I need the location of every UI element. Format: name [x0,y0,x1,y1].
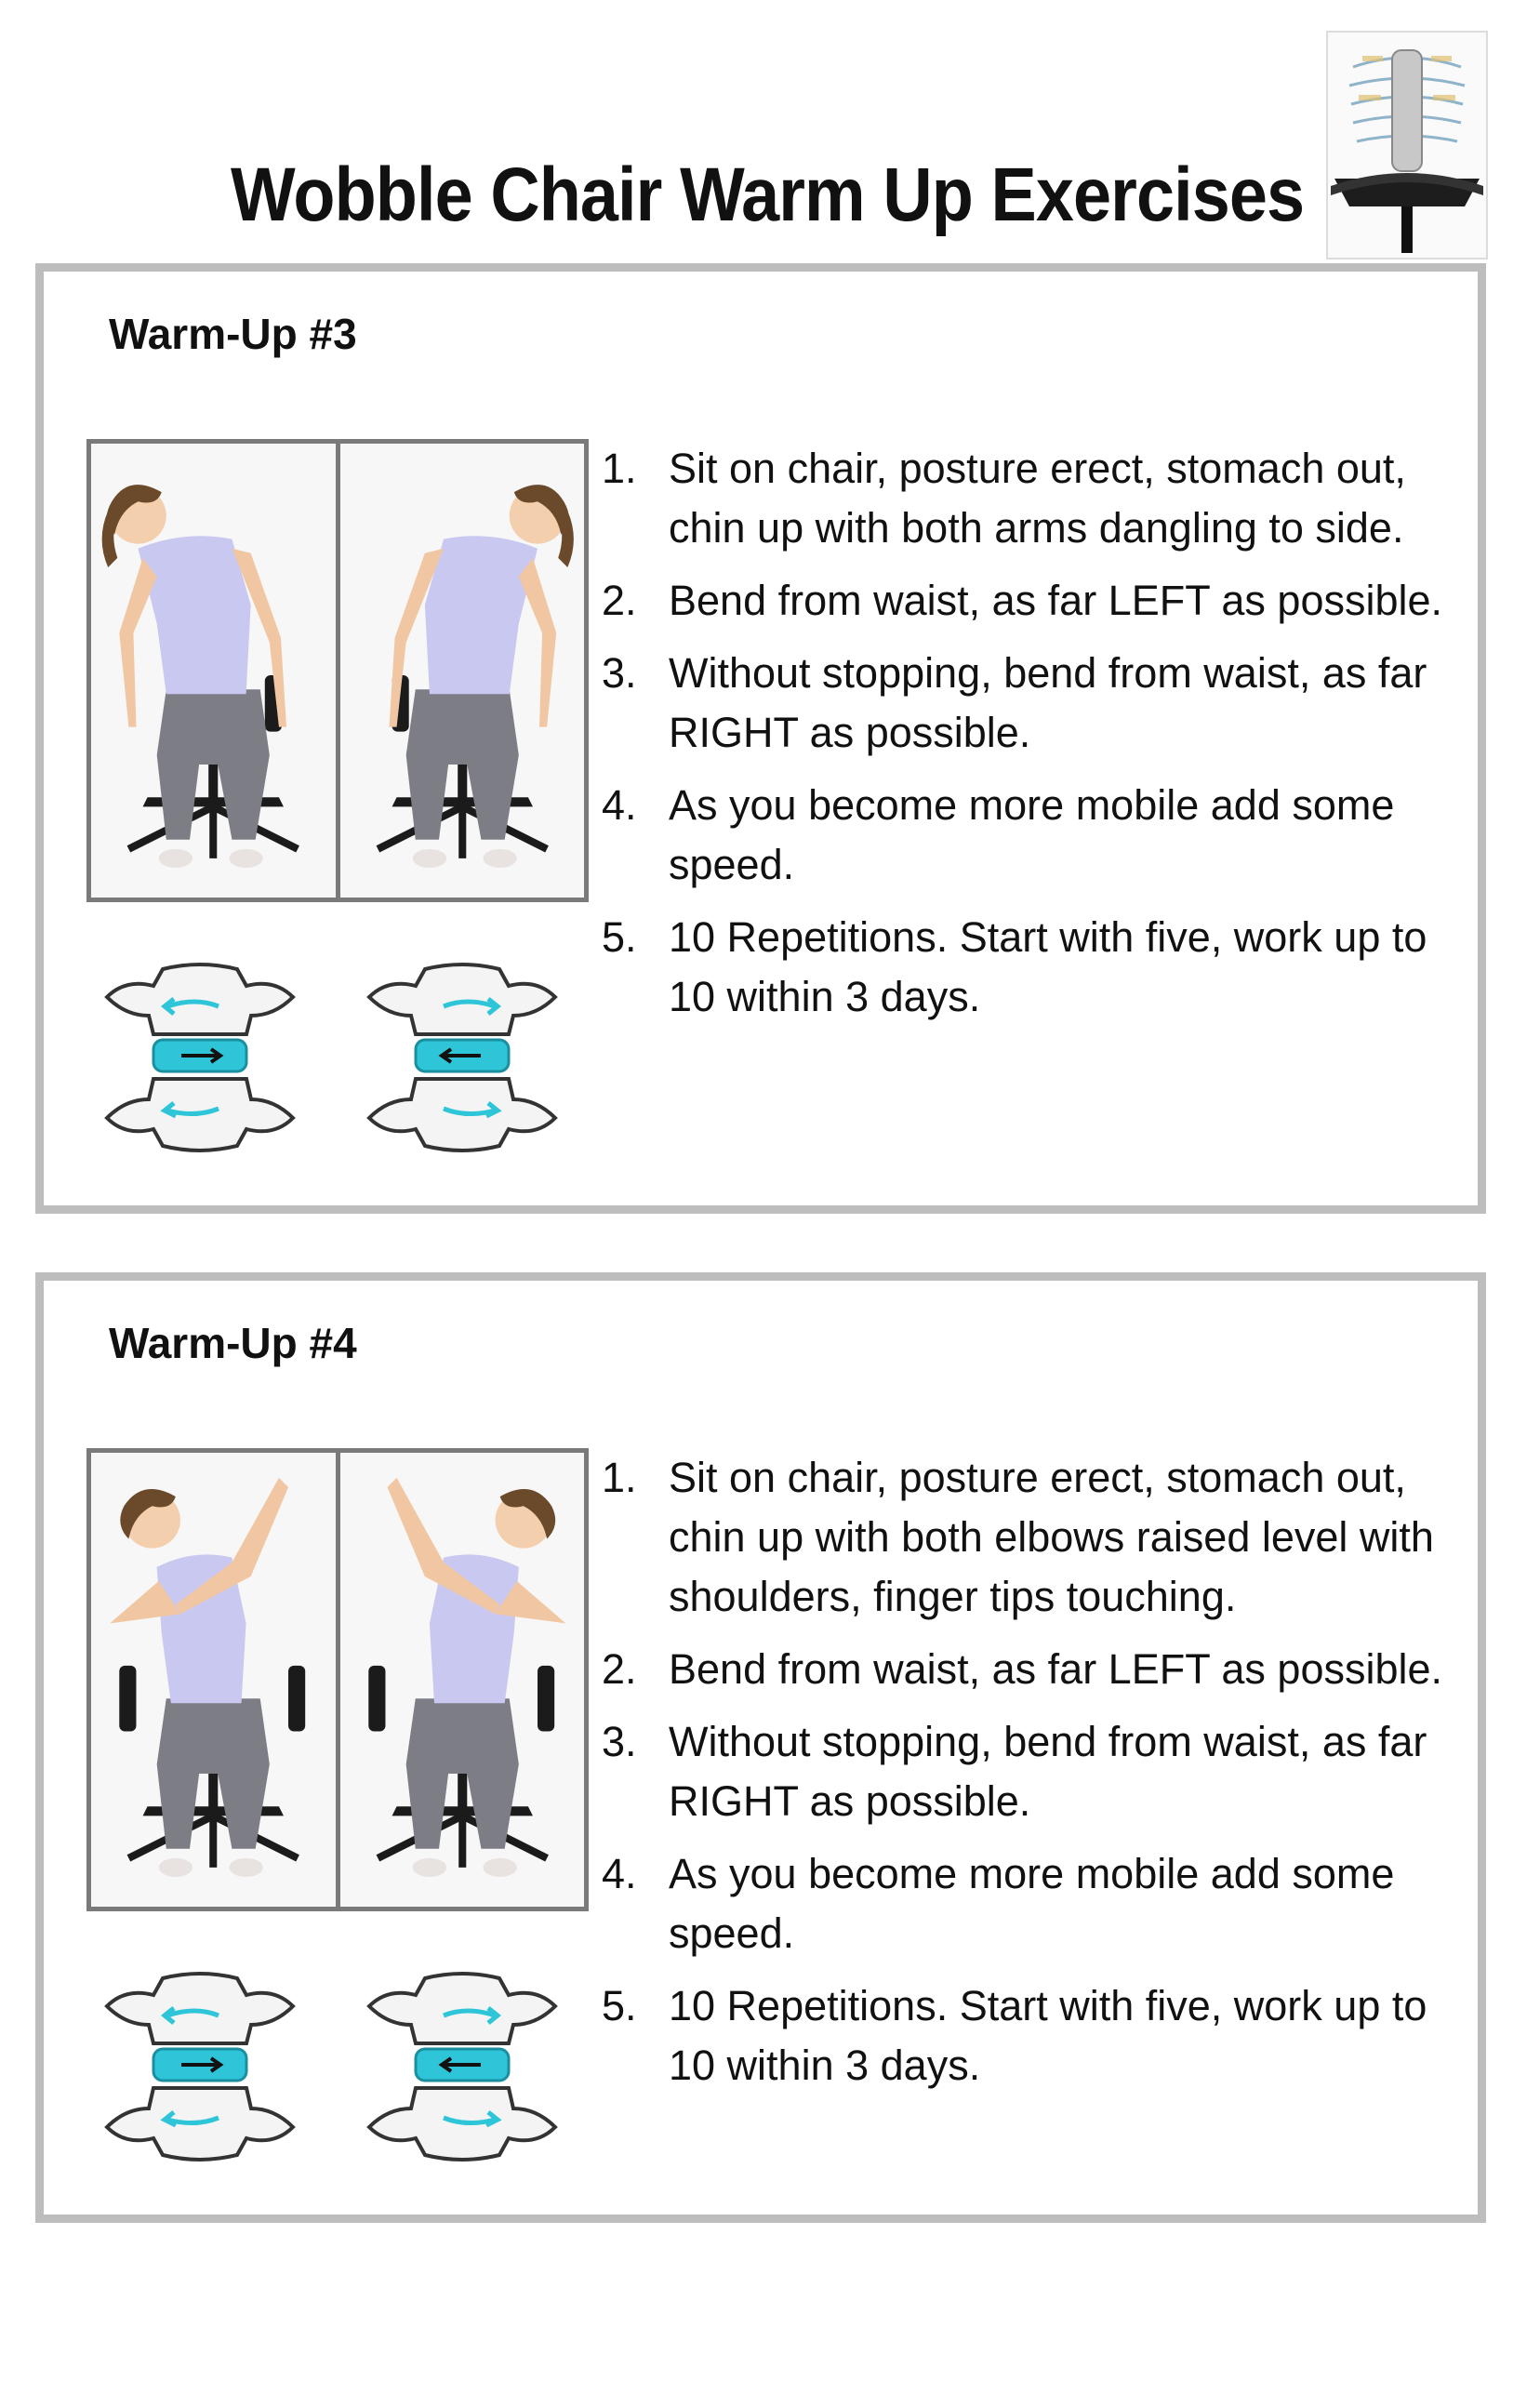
list-item: 5. 10 Repetitions. Start with five, work up to 10 within 3 days. [602,1982,1427,2089]
list-item: 4. As you become more mobile add some speed. [602,781,1395,888]
page-title: Wobble Chair Warm Up Exercises [231,153,1305,237]
list-item: 1. Sit on chair, posture erect, stomach out, chin up with both elbows raised level with shoulders, finger tips touching. [602,1454,1434,1620]
warm-up-3-panel [35,263,1486,1214]
exercise-photos [86,1448,589,1911]
seated-woman-bend-left-image [91,444,336,898]
spine-rotation-left-icon [88,1969,312,2164]
list-item: 3. Without stopping, bend from waist, as far RIGHT as possible. [602,1718,1427,1825]
elbows-bend-left-photo [91,1453,336,1907]
elbows-bend-right-photo [336,1453,585,1907]
list-item: 5. 10 Repetitions. Start with five, work up to 10 within 3 days. [602,913,1427,1020]
instruction-list [602,1448,1457,2108]
spine-rotation-left-icon [88,960,312,1155]
seated-woman-elbows-bend-right-image [340,1453,585,1907]
list-item: 2. Bend from waist, as far LEFT as possible. [602,577,1443,624]
list-item: 4. As you become more mobile add some speed. [602,1850,1395,1957]
list-item: 2. Bend from waist, as far LEFT as possible. [602,1645,1443,1693]
seated-woman-bend-right-image [340,444,585,898]
spine-rotation-right-icon [351,960,574,1155]
seated-woman-elbows-bend-left-image [91,1453,336,1907]
list-item: 1. Sit on chair, posture erect, stomach out, chin up with both arms dangling to side. [602,445,1406,552]
section-heading: Warm-Up #3 [109,310,357,358]
exercise-photos [86,439,589,902]
bend-right-photo [336,444,585,898]
list-item: 3. Without stopping, bend from waist, as far RIGHT as possible. [602,649,1427,756]
wobble-chair-spine-logo-icon [1325,30,1489,260]
bend-left-photo [91,444,336,898]
spine-rotation-right-icon [351,1969,574,2164]
instruction-list [602,439,1457,1040]
warm-up-4-panel [35,1272,1486,2223]
section-heading: Warm-Up #4 [109,1319,357,1367]
